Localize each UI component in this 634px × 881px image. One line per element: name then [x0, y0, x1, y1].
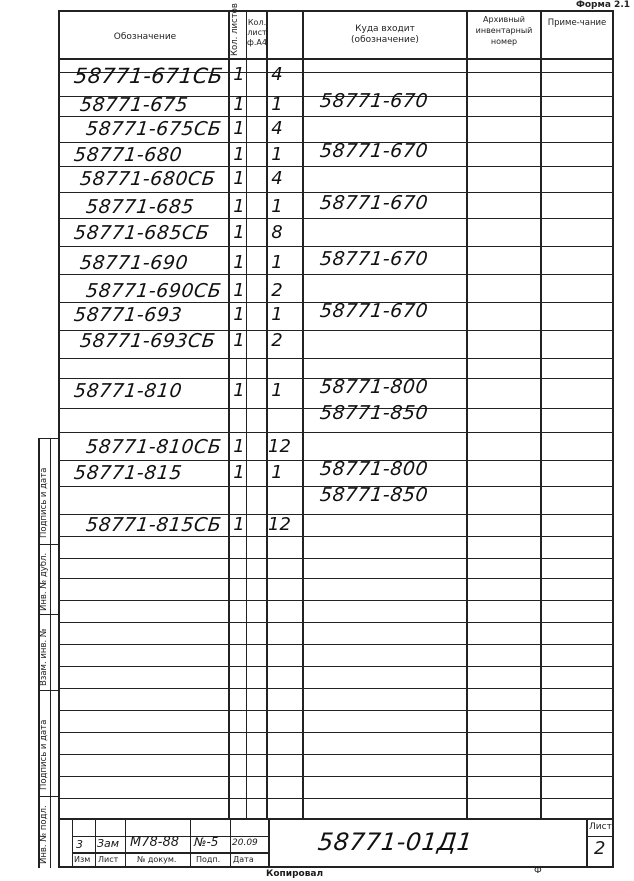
row-designation: 58771-685 [84, 196, 196, 218]
col-divider-used-in [302, 10, 304, 818]
row-a4-sheets: 8 [271, 222, 283, 243]
footer-copied: Копировал [266, 869, 324, 879]
row-a4-sheets: 4 [271, 118, 283, 139]
row-line [58, 754, 612, 755]
stamp-col-3 [190, 818, 191, 866]
row-line [58, 558, 612, 559]
side-sep-0 [38, 438, 58, 439]
row-designation: 58771-815 [72, 462, 184, 484]
row-designation: 58771-685СБ [72, 222, 211, 244]
header-qty-a4: Кол. лист ф.А4 [247, 18, 267, 47]
row-sheets: 1 [233, 280, 245, 301]
side-sep-4 [38, 796, 58, 797]
row-used-in: 58771-800 [318, 458, 430, 480]
row-designation: 58771-690 [78, 252, 190, 274]
row-a4-sheets: 2 [271, 280, 283, 301]
stamp-designation: 58771-01Д1 [316, 828, 475, 856]
row-designation: 58771-675СБ [84, 118, 223, 140]
side-sep-3 [38, 690, 58, 691]
stamp-date-label: Дата [233, 855, 254, 864]
stamp-sign-value: №-5 [194, 835, 219, 849]
side-label-inv-podl: Инв. № подл. [39, 805, 49, 864]
row-line [58, 274, 612, 275]
row-designation: 58771-810СБ [84, 436, 223, 458]
row-used-in: 58771-670 [318, 192, 430, 214]
stamp-col-2 [125, 818, 126, 866]
row-sheets: 1 [233, 380, 245, 401]
row-sheets: 1 [233, 196, 245, 217]
stamp-col-0 [72, 818, 73, 866]
row-designation: 58771-690СБ [84, 280, 223, 302]
side-label-vzam-inv: Взам. инв. № [39, 628, 49, 686]
row-designation: 58771-680 [72, 144, 184, 166]
header-where-used: Куда входит (обозначение) [351, 24, 419, 45]
footer-format: Ф [534, 866, 542, 876]
row-used-in: 58771-850 [318, 484, 430, 506]
side-panel-inner [50, 438, 51, 868]
header-designation: Обозначение [113, 32, 177, 42]
stamp-sheet-number: 2 [594, 838, 606, 859]
row-designation: 58771-693 [72, 304, 184, 326]
stamp-col-4 [230, 818, 231, 866]
stamp-sign-label: Подп. [196, 855, 221, 864]
row-line [58, 578, 612, 579]
row-line [58, 536, 612, 537]
row-line [58, 166, 612, 167]
header-qty-sheets: Кол. листов [230, 3, 240, 56]
stamp-list-label: Лист [98, 855, 119, 864]
stamp-sheet-label: Лист [589, 822, 612, 832]
row-sheets: 1 [233, 514, 245, 535]
row-line [58, 644, 612, 645]
stamp-col-1 [95, 818, 96, 866]
frame-bottom [58, 866, 614, 868]
row-line [58, 600, 612, 601]
row-a4-sheets: 4 [271, 168, 283, 189]
frame-right [612, 10, 614, 866]
frame-top [58, 10, 614, 12]
row-a4-sheets: 4 [271, 64, 283, 85]
row-a4-sheets: 1 [271, 462, 283, 483]
row-designation: 58771-693СБ [78, 330, 217, 352]
row-sheets: 1 [233, 252, 245, 273]
stamp-sheet-sep [586, 836, 614, 837]
row-sheets: 1 [233, 222, 245, 243]
row-a4-sheets: 12 [268, 436, 291, 457]
row-line [58, 622, 612, 623]
row-a4-sheets: 2 [271, 330, 283, 351]
row-designation: 58771-675 [78, 94, 190, 116]
row-line [58, 798, 612, 799]
header-note: Приме-чание [547, 18, 607, 28]
row-sheets: 1 [233, 144, 245, 165]
row-used-in: 58771-850 [318, 402, 430, 424]
row-a4-sheets: 1 [271, 94, 283, 115]
stamp-izm-label: Изм [74, 855, 91, 864]
row-sheets: 1 [233, 168, 245, 189]
row-line [58, 732, 612, 733]
row-used-in: 58771-800 [318, 376, 430, 398]
row-used-in: 58771-670 [318, 300, 430, 322]
row-line [58, 432, 612, 433]
stamp-izm-value: 3 [76, 838, 83, 851]
row-used-in: 58771-670 [318, 140, 430, 162]
row-sheets: 1 [233, 330, 245, 351]
row-used-in: 58771-670 [318, 248, 430, 270]
frame-left [58, 10, 60, 868]
row-a4-sheets: 1 [271, 304, 283, 325]
row-designation: 58771-810 [72, 380, 184, 402]
row-a4-sheets: 1 [271, 196, 283, 217]
stamp-doc-label: № докум. [137, 855, 177, 864]
row-line [58, 358, 612, 359]
stamp-col-6 [586, 818, 588, 866]
row-line [58, 246, 612, 247]
row-a4-sheets: 1 [271, 380, 283, 401]
stamp-date-value: 20.09 [232, 838, 258, 848]
stamp-list-value: Зам [97, 837, 120, 850]
row-designation: 58771-671СБ [72, 64, 225, 88]
row-a4-sheets: 12 [268, 514, 291, 535]
col-divider-archive [466, 10, 468, 818]
header-bottom [58, 58, 614, 60]
side-label-inv-dubl: Инв. № дубл. [39, 552, 49, 611]
row-sheets: 1 [233, 436, 245, 457]
row-sheets: 1 [233, 462, 245, 483]
row-line [58, 776, 612, 777]
row-sheets: 1 [233, 64, 245, 85]
side-label-sign-date-1: Подпись и дата [39, 467, 49, 538]
row-line [58, 116, 612, 117]
form-label: Форма 2.1 [575, 0, 630, 10]
stamp-top [58, 818, 614, 820]
row-designation: 58771-815СБ [84, 514, 223, 536]
row-designation: 58771-680СБ [78, 168, 217, 190]
row-used-in: 58771-670 [318, 90, 430, 112]
col-divider-note [540, 10, 542, 818]
side-label-sign-date-2: Подпись и дата [39, 719, 49, 790]
header-archive-number: Архивный инвентарный номер [475, 15, 533, 46]
row-line [58, 218, 612, 219]
side-sep-2 [38, 614, 58, 615]
stamp-doc-value: М78-88 [130, 835, 179, 850]
row-sheets: 1 [233, 304, 245, 325]
row-line [58, 688, 612, 689]
row-sheets: 1 [233, 94, 245, 115]
row-sheets: 1 [233, 118, 245, 139]
side-sep-1 [38, 544, 58, 545]
row-line [58, 710, 612, 711]
stamp-row-2 [72, 852, 268, 854]
row-a4-sheets: 1 [271, 252, 283, 273]
row-line [58, 666, 612, 667]
stamp-col-5 [268, 818, 270, 866]
row-a4-sheets: 1 [271, 144, 283, 165]
